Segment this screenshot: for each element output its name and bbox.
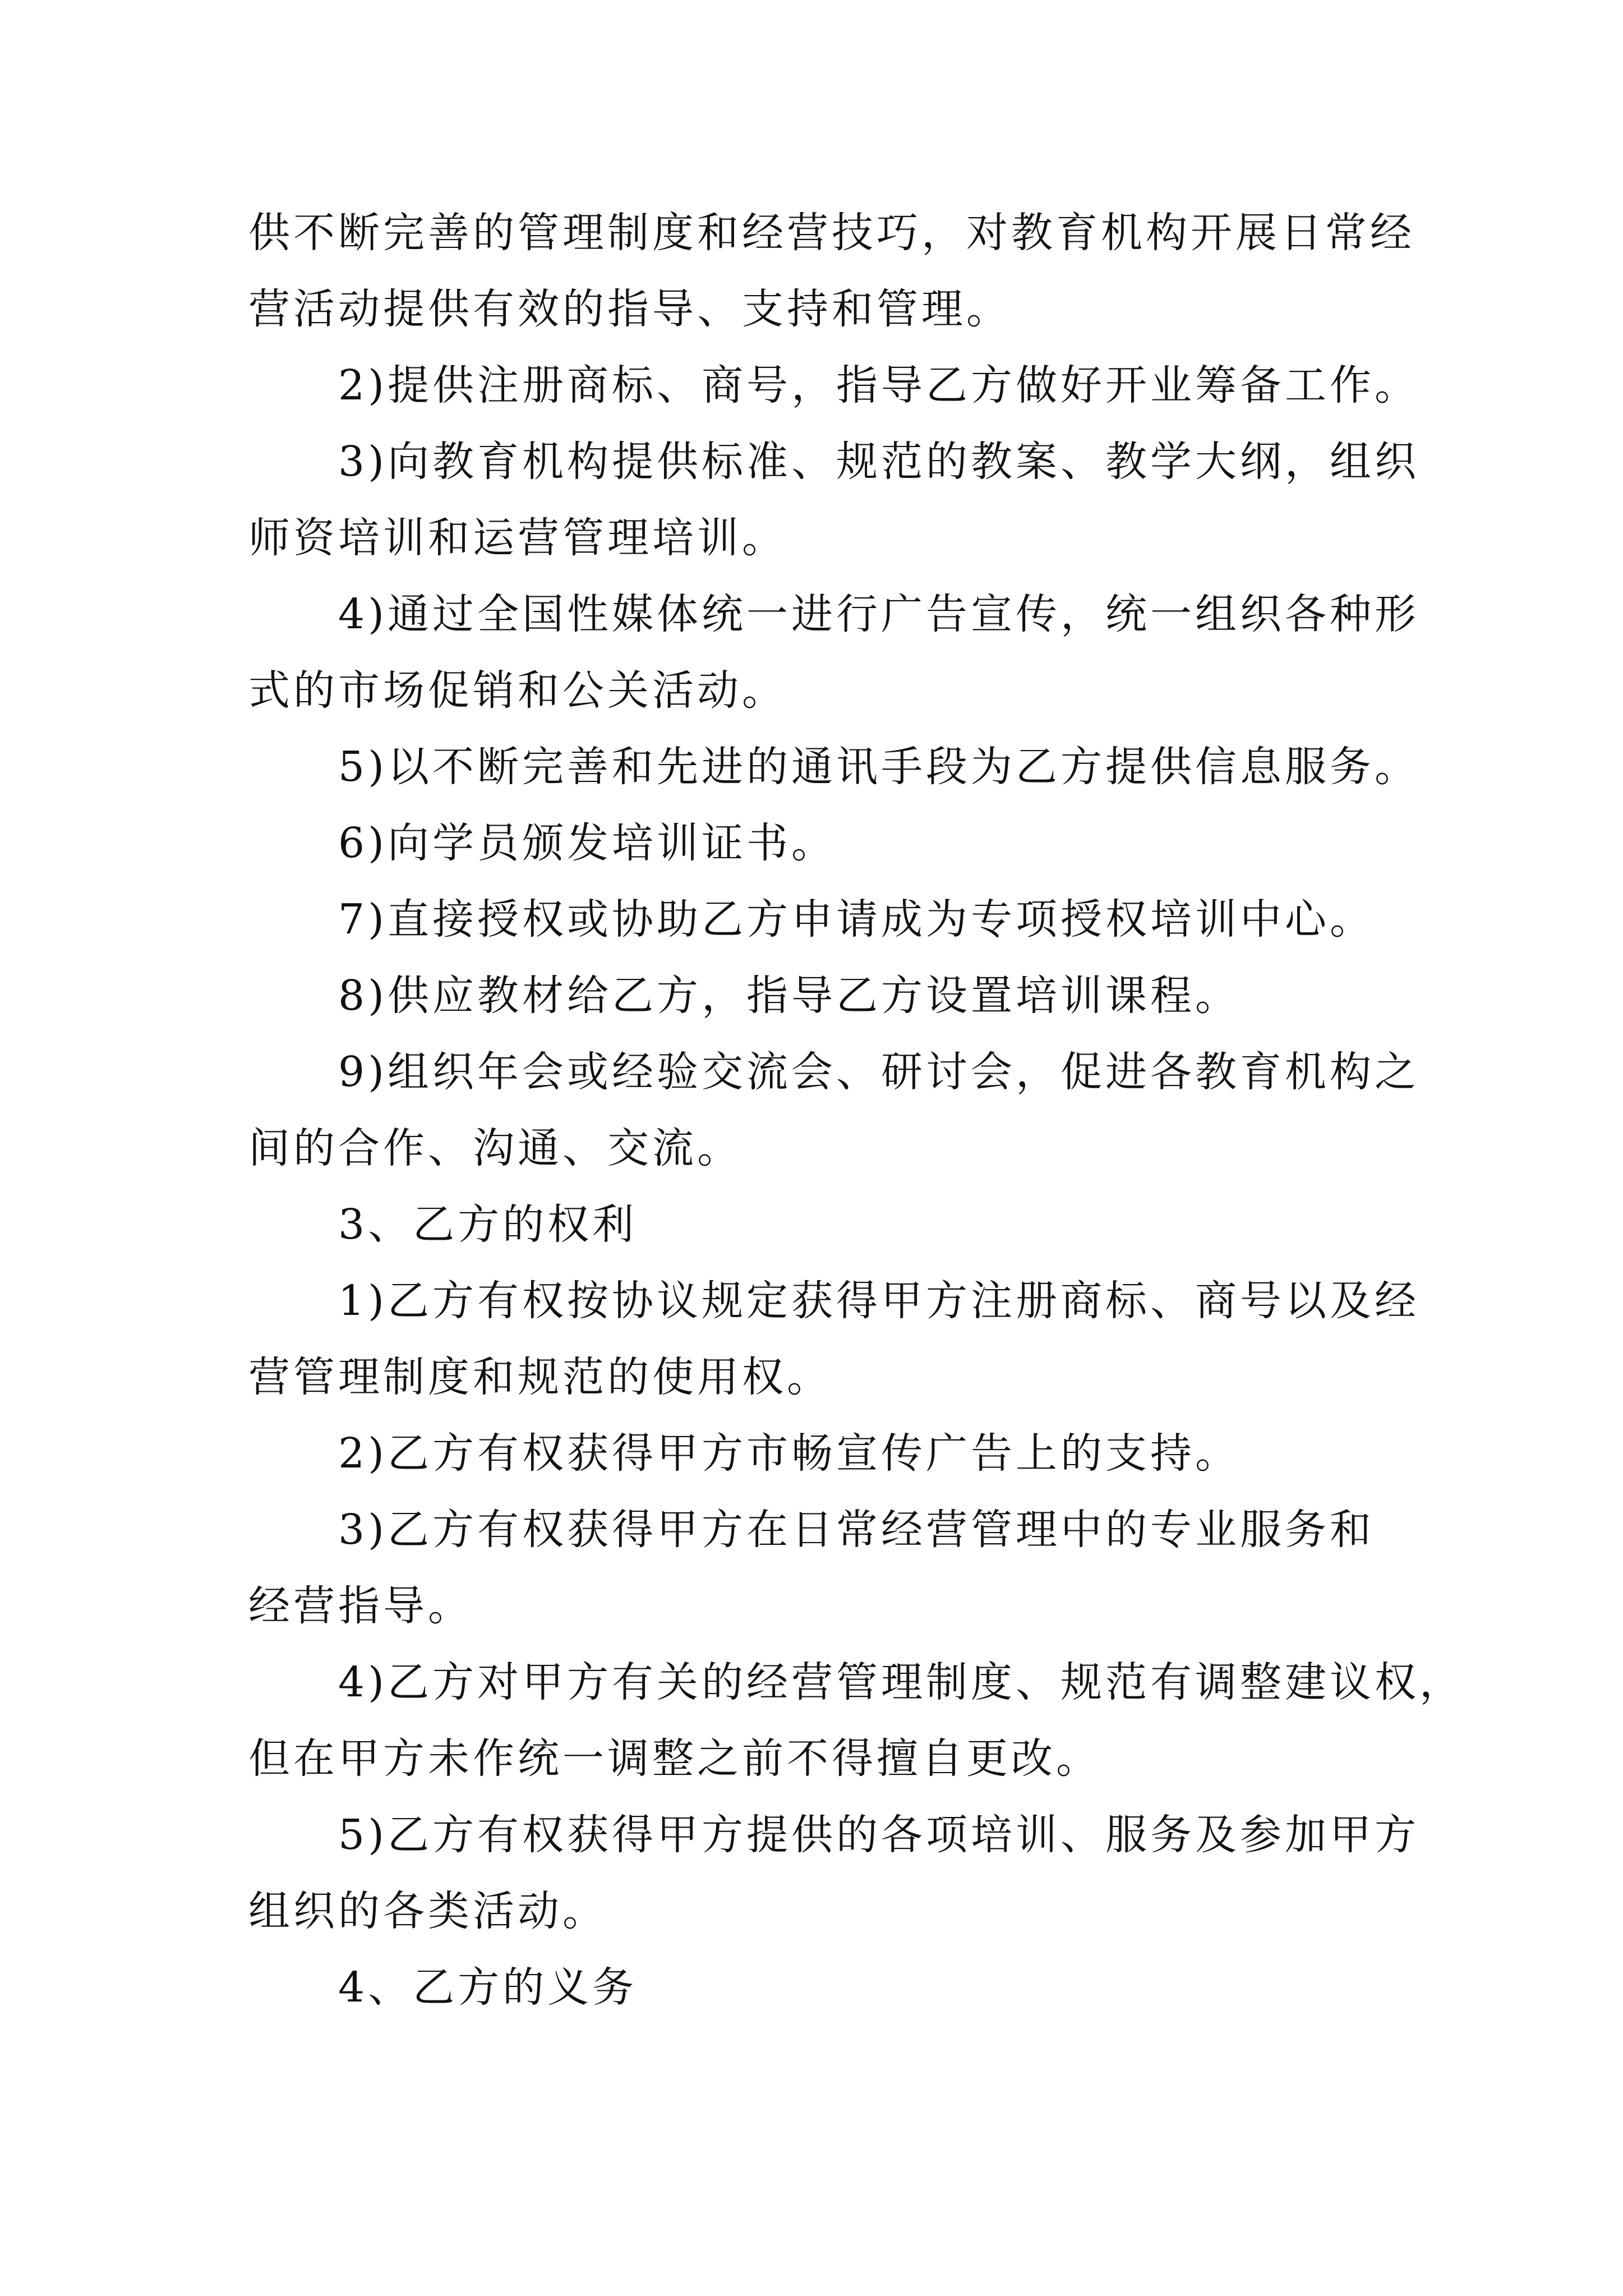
text-line: 但在甲方未作统一调整之前不得擅自更改。: [248, 1734, 1101, 1783]
text-line: 9)组织年会或经验交流会、研讨会，促进各教育机构之: [338, 1048, 1419, 1096]
text-line: 营管理制度和规范的使用权。: [248, 1353, 832, 1401]
text-line: 组织的各类活动。: [248, 1887, 607, 1935]
text-line: 8)供应教材给乙方，指导乙方设置培训课程。: [338, 972, 1240, 1020]
text-line: 4)乙方对甲方有关的经营管理制度、规范有调整建议权，: [338, 1658, 1464, 1706]
text-line: 2)提供注册商标、商号，指导乙方做好开业筹备工作。: [338, 361, 1419, 409]
section-heading: 4、乙方的义务: [338, 1963, 638, 2012]
text-line: 5)以不断完善和先进的通讯手段为乙方提供信息服务。: [338, 743, 1419, 791]
text-line: 2)乙方有权获得甲方市畅宣传广告上的支持。: [338, 1429, 1240, 1478]
text-line: 经营指导。: [248, 1582, 473, 1630]
text-line: 营活动提供有效的指导、支持和管理。: [248, 285, 1011, 333]
text-line: 6)向学员颁发培训证书。: [338, 819, 836, 867]
text-line: 师资培训和运营管理培训。: [248, 514, 787, 562]
text-line: 供不断完善的管理制度和经营技巧，对教育机构开展日常经: [248, 209, 1415, 257]
text-line: 3)乙方有权获得甲方在日常经营管理中的专业服务和: [338, 1506, 1375, 1554]
text-line: 5)乙方有权获得甲方提供的各项培训、服务及参加甲方: [338, 1811, 1419, 1859]
text-line: 4)通过全国性媒体统一进行广告宣传，统一组织各种形: [338, 590, 1419, 638]
section-heading: 3、乙方的权利: [338, 1200, 638, 1249]
text-line: 式的市场促销和公关活动。: [248, 666, 787, 715]
text-line: 7)直接授权或协助乙方申请成为专项授权培训中心。: [338, 895, 1375, 944]
text-line: 间的合作、沟通、交流。: [248, 1124, 742, 1172]
text-line: 1)乙方有权按协议规定获得甲方注册商标、商号以及经: [338, 1277, 1419, 1325]
text-line: 3)向教育机构提供标准、规范的教案、教学大纲，组织: [338, 438, 1419, 486]
